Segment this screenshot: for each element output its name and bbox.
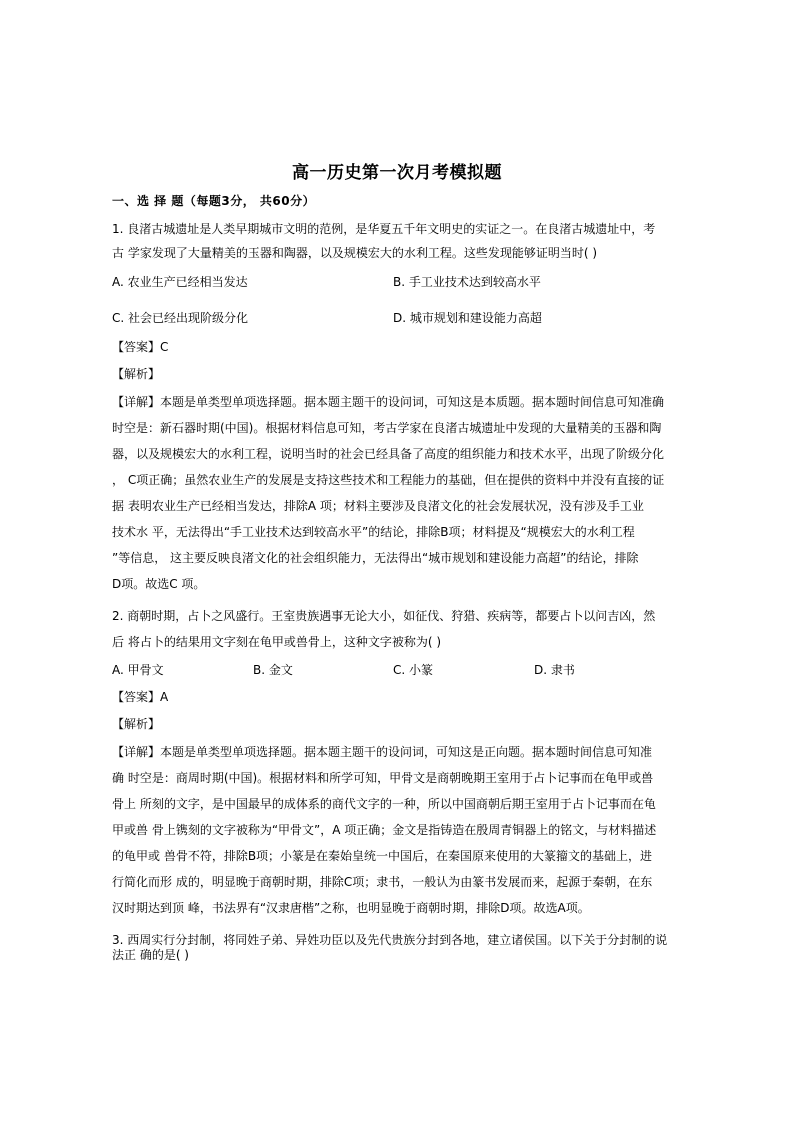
q1-option-d: D. 城市规划和建设能力高超: [393, 311, 542, 325]
q2-analysis-label: 【解析】: [112, 717, 161, 731]
q2-answer: 【答案】A: [112, 690, 169, 704]
q2-detail-line-5: 的龟甲或 兽骨不符，排除B项；小篆是在秦始皇统一中国后，在秦国原来使用的大篆籀文的基础上，进: [112, 849, 653, 863]
q1-detail-line-7: ”等信息， 这主要反映良渚文化的社会组织能力，无法得出“城市规划和建设能力高超”的结论，排除: [112, 551, 639, 565]
q3-stem-line-1: 3. 西周实行分封制，将同姓子弟、异姓功臣以及先代贵族分封到各地，建立诸侯国。以下关于分封制的说: [112, 933, 668, 947]
q1-detail-line-4: ， C项正确；虽然农业生产的发展是支持这些技术和工程能力的基础，但在提供的资料中并没有直接的证: [112, 473, 665, 487]
q2-detail-line-6: 行简化而形 成的，明显晚于商朝时期，排除C项；隶书，一般认为由篆书发展而来，起源于秦朝，在东: [112, 875, 653, 889]
section-heading: 一、选 择 题（每题3分， 共60分）: [112, 194, 316, 208]
q1-stem-line-1: 1. 良渚古城遗址是人类早期城市文明的范例，是华夏五千年文明史的实证之一。在良渚古城遗址中，考: [112, 222, 656, 236]
q2-stem-line-1: 2. 商朝时期，占卜之风盛行。王室贵族遇事无论大小，如征伐、狩猎、疾病等，都要占卜以问吉凶，然: [112, 609, 656, 623]
q1-detail-line-5: 据 表明农业生产已经相当发达，排除A 项；材料主要涉及良渚文化的社会发展状况，没有涉及手工业: [112, 499, 644, 513]
q2-stem-line-2: 后 将占卜的结果用文字刻在龟甲或兽骨上，这种文字被称为( ): [112, 635, 441, 649]
q1-answer: 【答案】C: [112, 340, 169, 354]
q2-option-d: D. 隶书: [534, 663, 575, 677]
q1-option-a: A. 农业生产已经相当发达: [112, 275, 248, 289]
q2-option-a: A. 甲骨文: [112, 663, 164, 677]
page-title: 高一历史第一次月考模拟题: [292, 163, 502, 183]
q2-detail-line-1: 【详解】本题是单类型单项选择题。据本题主题干的设问词，可知这是正向题。据本题时间信息可知准: [112, 745, 653, 759]
q1-option-c: C. 社会已经出现阶级分化: [112, 311, 249, 325]
q1-detail-line-2: 时空是：新石器时期(中国)。根据材料信息可知，考古学家在良渚古城遗址中发现的大量精美的玉器和陶: [112, 421, 662, 435]
q2-option-b: B. 金文: [253, 663, 293, 677]
q2-detail-line-2: 确 时空是：商周时期(中国)。根据材料和所学可知，甲骨文是商朝晚期王室用于占卜记事而在龟甲或兽: [112, 771, 654, 785]
q2-detail-line-3: 骨上 所刻的文字，是中国最早的成体系的商代文字的一种，所以中国商朝后期王室用于占卜记事而在龟: [112, 797, 656, 811]
q3-stem-line-2: 法正 确的是( ): [112, 948, 189, 962]
q1-option-b: B. 手工业技术达到较高水平: [393, 275, 541, 289]
q1-analysis-label: 【解析】: [112, 367, 161, 381]
q1-stem-line-2: 古 学家发现了大量精美的玉器和陶器，以及规模宏大的水利工程。这些发现能够证明当时( ): [112, 246, 597, 260]
q1-detail-line-1: 【详解】本题是单类型单项选择题。据本题主题干的设问词，可知这是本质题。据本题时间信息可知准确: [112, 395, 665, 409]
q1-detail-line-6: 技术水 平，无法得出“手工业技术达到较高水平”的结论，排除B项；材料提及“规模宏大的水利工程: [112, 525, 635, 539]
q1-detail-line-3: 器，以及规模宏大的水利工程，说明当时的社会已经具备了高度的组织能力和技术水平，出现了阶级分化: [112, 447, 665, 461]
q1-detail-line-8: D项。故选C 项。: [112, 577, 206, 591]
q2-option-c: C. 小篆: [393, 663, 434, 677]
q2-detail-line-7: 汉时期达到顶 峰，书法界有“汉隶唐楷”之称，也明显晚于商朝时期，排除D项。故选A项。: [112, 901, 590, 915]
q2-detail-line-4: 甲或兽 骨上镌刻的文字被称为“甲骨文”，A 项正确；金文是指铸造在殷周青铜器上的铭文，与材料描述: [112, 823, 657, 837]
